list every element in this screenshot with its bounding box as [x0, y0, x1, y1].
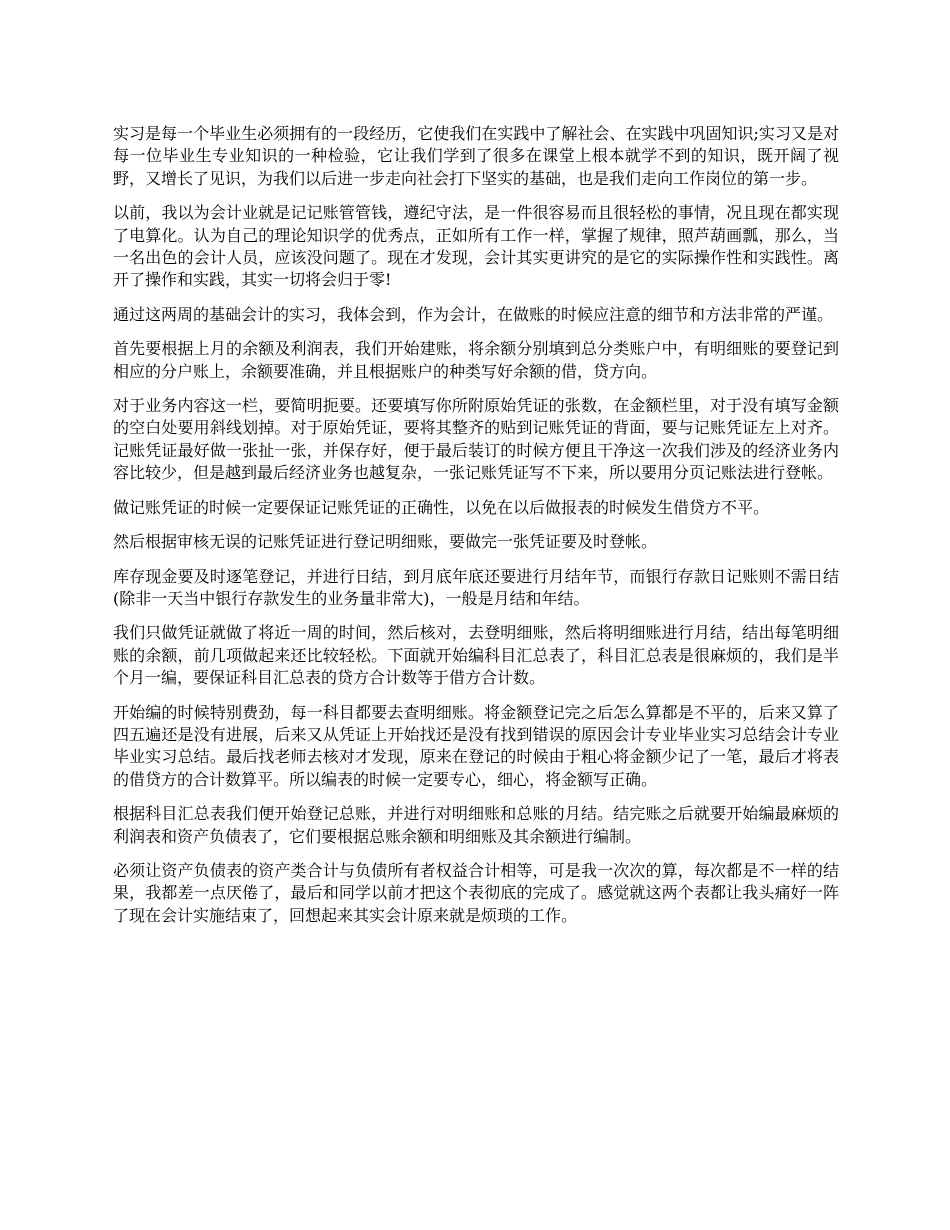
paragraph-2: 以前，我以为会计业就是记记账管管钱，遵纪守法，是一件很容易而且很轻松的事情，况且现在都实现了电算化。认为自己的理论知识学的优秀点，正如所有工作一样，掌握了规律，照芦葫画瓢，那么，当一名出色的会计人员，应该没问题了。现在才发现，会计其实更讲究的是它的实际操作性和实践性。离开了操作和实践，其实一切将会归于零! — [113, 203, 839, 290]
paragraph-4: 首先要根据上月的余额及利润表，我们开始建账，将余额分别填到总分类账户中，有明细账的要登记到相应的分户账上，余额要准确，并且根据账户的种类写好余额的借，贷方向。 — [113, 339, 839, 381]
document-body — [113, 123, 839, 939]
paragraph-5: 对于业务内容这一栏，要简明扼要。还要填写你所附原始凭证的张数，在金额栏里，对于没有填写金额的空白处要用斜线划掉。对于原始凭证，要将其整齐的贴到记账凭证的背面，要与记账凭证左上对齐。记账凭证最好做一张扯一张，并保存好，便于最后装订的时候方便且干净这一次我们涉及的经济业务内容比较少，但是越到最后经济业务也越复杂，一张记账凭证写不下来，所以要用分页记账法进行登帐。 — [113, 396, 839, 483]
paragraph-9: 我们只做凭证就做了将近一周的时间，然后核对，去登明细账，然后将明细账进行月结，结出每笔明细账的余额，前几项做起来还比较轻松。下面就开始编科目汇总表了，科目汇总表是很麻烦的，我们是半个月一编，要保证科目汇总表的贷方合计数等于借方合计数。 — [113, 623, 839, 688]
paragraph-12: 必须让资产负债表的资产类合计与负债所有者权益合计相等，可是我一次次的算，每次都是不一样的结果，我都差一点厌倦了，最后和同学以前才把这个表彻底的完成了。感觉就这两个表都让我头痛好一阵了现在会计实施结束了，回想起来其实会计原来就是烦琐的工作。 — [113, 860, 839, 925]
paragraph-8: 库存现金要及时逐笔登记，并进行日结，到月底年底还要进行月结年节，而银行存款日记账则不需日结(除非一天当中银行存款发生的业务量非常大)，一般是月结和年结。 — [113, 566, 839, 608]
paragraph-3: 通过这两周的基础会计的实习，我体会到，作为会计，在做账的时候应注意的细节和方法非常的严谨。 — [113, 304, 834, 324]
paragraph-11: 根据科目汇总表我们便开始登记总账，并进行对明细账和总账的月结。结完账之后就要开始编最麻烦的利润表和资产负债表了，它们要根据总账余额和明细账及其余额进行编制。 — [113, 804, 839, 846]
paragraph-6: 做记账凭证的时候一定要保证记账凭证的正确性，以免在以后做报表的时候发生借贷方不平。 — [113, 497, 770, 517]
paragraph-1: 实习是每一个毕业生必须拥有的一段经历，它使我们在实践中了解社会、在实践中巩固知识;实习又是对每一位毕业生专业知识的一种检验，它让我们学到了很多在课堂上根本就学不到的知识，既开阔了视野，又增长了见识，为我们以后进一步走向社会打下坚实的基础，也是我们走向工作岗位的第一步。 — [113, 124, 839, 188]
paragraph-10: 开始编的时候特别费劲，每一科目都要去查明细账。将金额登记完之后怎么算都是不平的，后来又算了四五遍还是没有进展，后来又从凭证上开始找还是没有找到错误的原因会计专业毕业实习总结会计专业毕业实习总结。最后找老师去核对才发现，原来在登记的时候由于粗心将金额少记了一笔，最后才将表的借贷方的合计数算平。所以编表的时候一定要专心，细心，将金额写正确。 — [113, 702, 839, 789]
paragraph-7: 然后根据审核无误的记账凭证进行登记明细账，要做完一张凭证要及时登帐。 — [113, 532, 658, 552]
